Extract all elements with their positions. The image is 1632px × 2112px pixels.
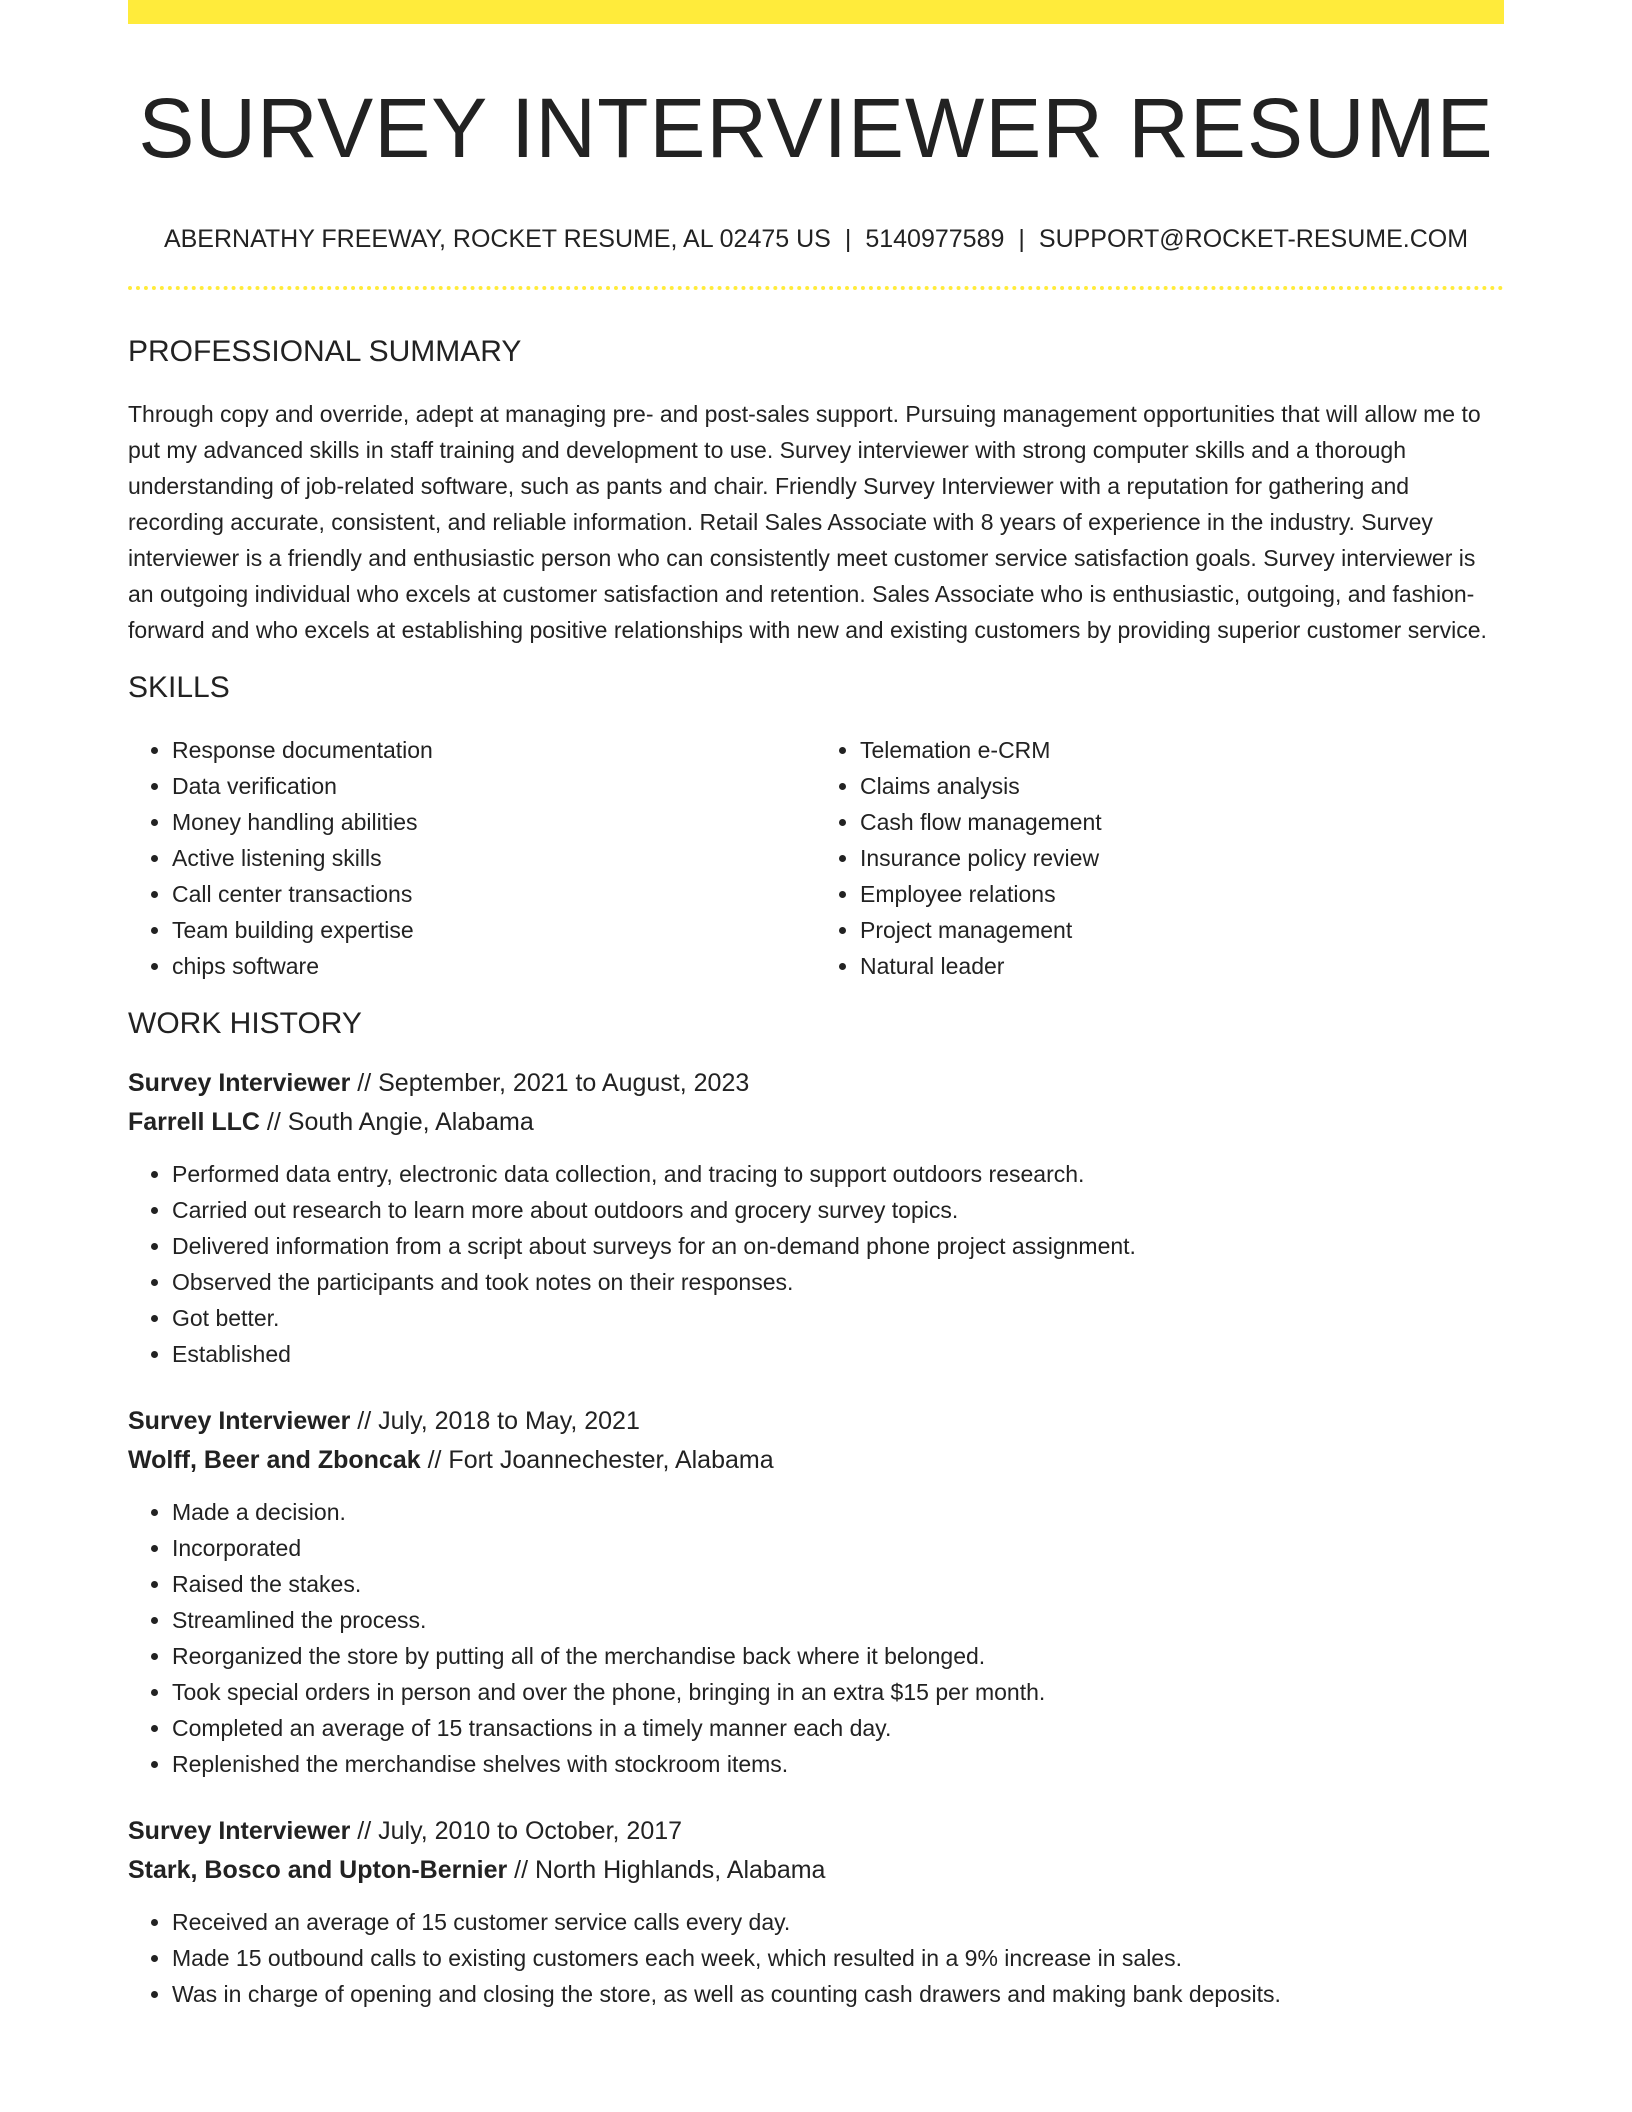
resume-title: SURVEY INTERVIEWER RESUME (138, 81, 1494, 175)
skill-item: • Insurance policy review (860, 840, 1504, 876)
skills-column-right (816, 732, 1504, 984)
job-bullet: • Replenished the merchandise shelves with stockroom items. (172, 1746, 1504, 1782)
skill-item: • chips software (172, 948, 816, 984)
job-dates: // September, 2021 to August, 2023 (350, 1069, 750, 1098)
job-bullet: • Took special orders in person and over the phone, bringing in an extra $15 per month. (172, 1674, 1504, 1710)
job-bullets (128, 1904, 1504, 2012)
job-dates: // July, 2010 to October, 2017 (350, 1817, 683, 1846)
resume-page (128, 0, 1504, 2012)
job-entry (128, 1064, 1504, 1372)
top-accent-bar (128, 0, 1504, 24)
contact-address: ABERNATHY FREEWAY, ROCKET RESUME, AL 02475 US (163, 225, 831, 254)
job-bullet: • Made a decision. (172, 1494, 1504, 1530)
job-entry (128, 1812, 1504, 2012)
job-title-line (128, 1402, 1504, 1441)
skill-item: • Active listening skills (172, 840, 816, 876)
contact-separator: | (1018, 225, 1025, 254)
job-bullet: • Made 15 outbound calls to existing customers each week, which resulted in a 9% increase in sales. (172, 1940, 1504, 1976)
job-location: // Fort Joannechester, Alabama (420, 1446, 774, 1475)
job-bullet: • Performed data entry, electronic data collection, and tracing to support outdoors research. (172, 1156, 1504, 1192)
skill-item: • Natural leader (860, 948, 1504, 984)
job-company-line (128, 1441, 1504, 1480)
job-bullet: • Established (172, 1336, 1504, 1372)
job-bullet: • Received an average of 15 customer service calls every day. (172, 1904, 1504, 1940)
job-company: Wolff, Beer and Zboncak (128, 1446, 421, 1475)
dotted-divider (128, 286, 1504, 290)
skill-item: • Project management (860, 912, 1504, 948)
job-bullets (128, 1494, 1504, 1782)
job-bullet: • Incorporated (172, 1530, 1504, 1566)
job-bullet: • Completed an average of 15 transactions in a timely manner each day. (172, 1710, 1504, 1746)
job-title: Survey Interviewer (128, 1817, 351, 1846)
skill-item: • Data verification (172, 768, 816, 804)
skill-item: • Telemation e-CRM (860, 732, 1504, 768)
skill-item: • Response documentation (172, 732, 816, 768)
job-location: // South Angie, Alabama (259, 1108, 534, 1137)
contact-separator: | (844, 225, 852, 254)
job-company-line (128, 1851, 1504, 1890)
skill-item: • Cash flow management (860, 804, 1504, 840)
work-history-heading: WORK HISTORY (128, 1007, 362, 1041)
skill-item: • Employee relations (860, 876, 1504, 912)
skill-item: • Claims analysis (860, 768, 1504, 804)
summary-heading: PROFESSIONAL SUMMARY (128, 335, 522, 369)
job-company: Stark, Bosco and Upton-Bernier (128, 1856, 508, 1885)
skill-item: • Call center transactions (172, 876, 816, 912)
job-bullet: • Raised the stakes. (172, 1566, 1504, 1602)
job-bullet: • Delivered information from a script about surveys for an on-demand phone project assignment. (172, 1228, 1504, 1264)
contact-line (128, 224, 1504, 254)
job-company: Farrell LLC (128, 1108, 260, 1137)
skill-item: • Team building expertise (172, 912, 816, 948)
job-location: // North Highlands, Alabama (507, 1856, 826, 1885)
job-bullet: • Got better. (172, 1300, 1504, 1336)
job-title: Survey Interviewer (128, 1407, 351, 1436)
job-bullet: • Streamlined the process. (172, 1602, 1504, 1638)
job-bullet: • Observed the participants and took notes on their responses. (172, 1264, 1504, 1300)
job-bullet: • Reorganized the store by putting all of the merchandise back where it belonged. (172, 1638, 1504, 1674)
job-bullets (128, 1156, 1504, 1372)
skills-column-left (128, 732, 816, 984)
job-dates: // July, 2018 to May, 2021 (350, 1407, 640, 1436)
skill-item: • Money handling abilities (172, 804, 816, 840)
summary-text: Through copy and override, adept at managing pre- and post-sales support. Pursuing management opportunities that will allow me to put my advanced skills in staff training and development to use. Survey interviewer with strong computer skills and a thorough understanding of job-related software, such as pants and chair. Friendly Survey Interviewer with a reputation for gathering and recording accurate, consistent, and reliable information. Retail Sales Associate with 8 years of experience in the industry. Survey interviewer is a friendly and enthusiastic person who can consistently meet customer service satisfaction goals. Survey interviewer is an outgoing individual who excels at customer satisfaction and retention. Sales Associate who is enthusiastic, outgoing, and fashion-forward and who excels at establishing positive relationships with new and existing customers by providing superior customer service. (128, 401, 1487, 644)
job-title-line (128, 1812, 1504, 1851)
contact-email: SUPPORT@ROCKET-RESUME.COM (1038, 225, 1469, 254)
job-bullet: • Carried out research to learn more about outdoors and grocery survey topics. (172, 1192, 1504, 1228)
contact-phone: 5140977589 (865, 225, 1005, 254)
skills-heading: SKILLS (128, 671, 230, 705)
job-company-line (128, 1103, 1504, 1142)
job-title: Survey Interviewer (128, 1069, 351, 1098)
skills-list (128, 732, 1504, 984)
job-bullet: • Was in charge of opening and closing the store, as well as counting cash drawers and making bank deposits. (172, 1976, 1504, 2012)
job-title-line (128, 1064, 1504, 1103)
job-entry (128, 1402, 1504, 1782)
